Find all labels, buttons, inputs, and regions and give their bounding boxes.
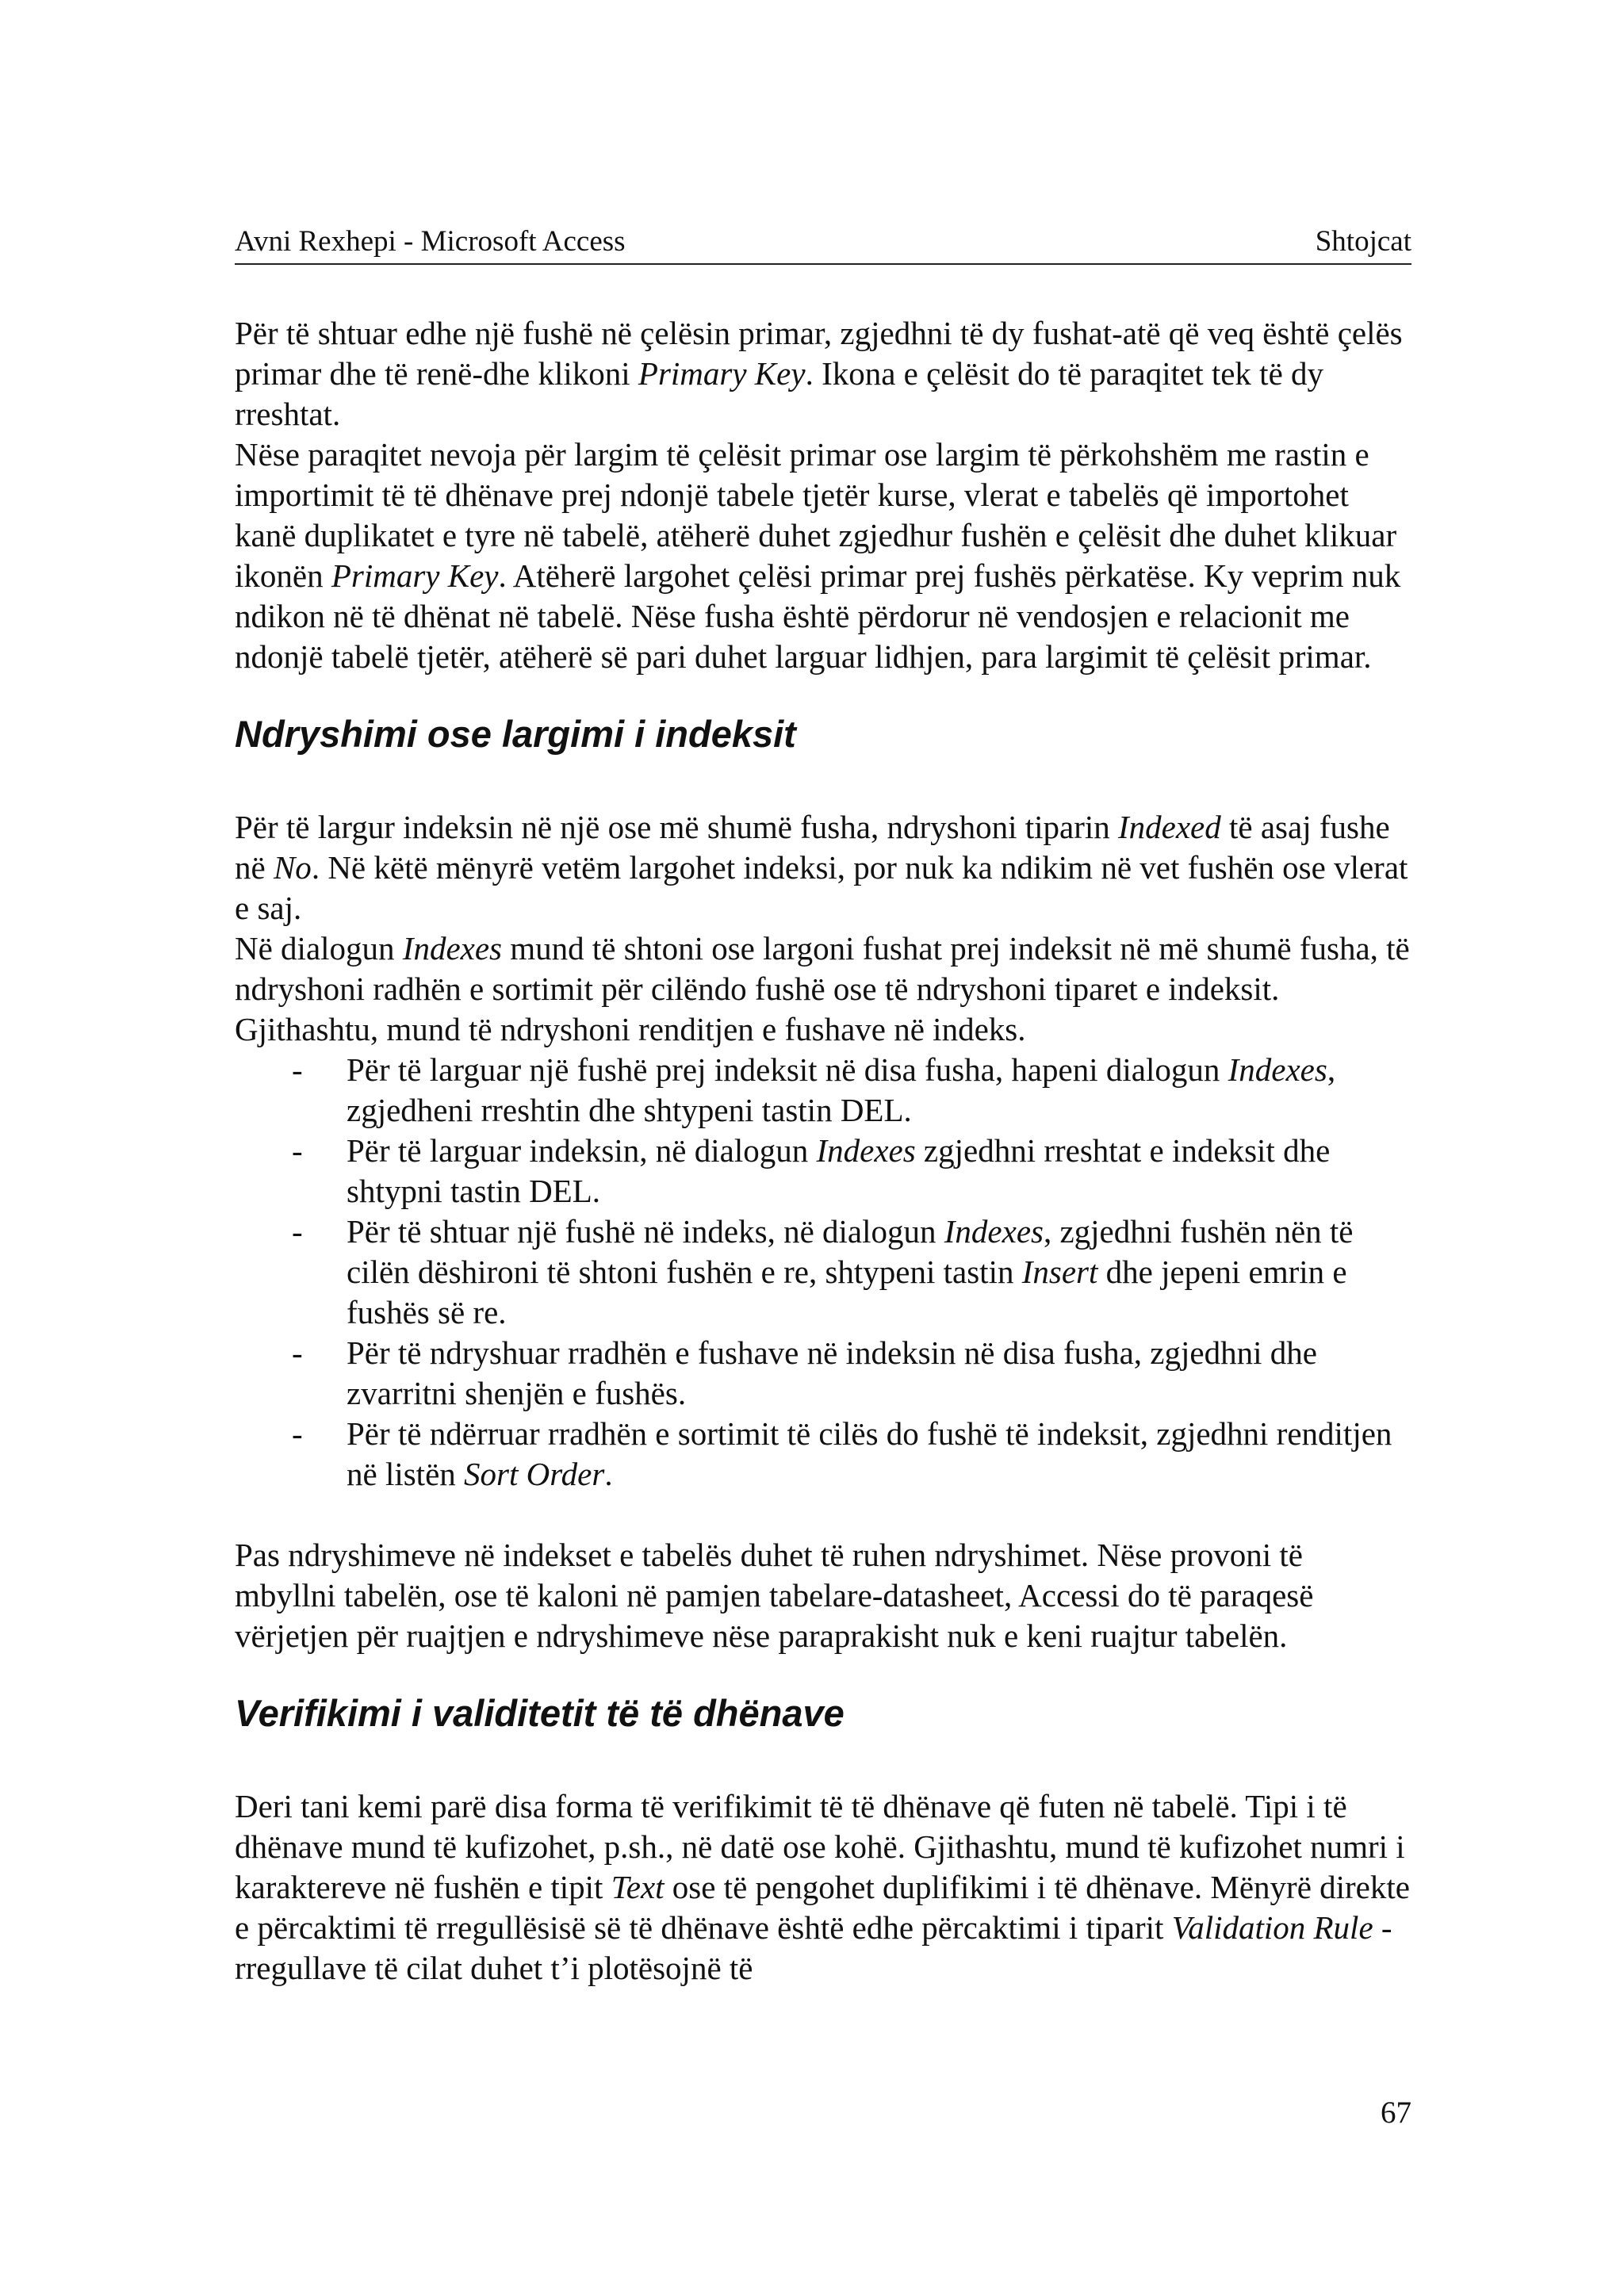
list-item: - Për të ndryshuar rradhën e fushave në indeksin në disa fusha, zgjedhni dhe zvarritni shenjën e fushës.	[292, 1334, 1317, 1411]
dash-list	[235, 1050, 1411, 1495]
list-item: - Për të larguar indeksin, në dialogun Indexes zgjedhni rreshtat e indeksit dhe shtypni tastin DEL.	[292, 1132, 1331, 1209]
paragraph-indexes-dialog: Në dialogun Indexes mund të shtoni ose largoni fushat prej indeksit në më shumë fusha, të ndryshoni radhën e sortimit për cilëndo fushë ose të ndryshoni tiparet e indeksit. Gjithashtu, mund të ndryshoni renditjen e fushave në indeks.	[235, 930, 1410, 1047]
section-heading-validation: Verifikimi i validitetit të të dhënave	[235, 1692, 845, 1734]
page-number: 67	[1381, 2096, 1411, 2130]
heading-block-1	[235, 710, 1411, 760]
list-item: - Për të ndërruar rradhën e sortimit të cilës do fushë të indeksit, zgjedhni renditjen në listën Sort Order.	[292, 1415, 1392, 1492]
running-header	[235, 222, 1411, 265]
header-author-title: Avni Rexhepi - Microsoft Access	[235, 225, 626, 258]
paragraph-index-remove: Për të largur indeksin në një ose më shumë fusha, ndryshoni tiparin Indexed të asaj fushe në No. Në këtë mënyrë vetëm largohet indeksi, por nuk ka ndikim në vet fushën ose vlerat e saj.	[235, 809, 1408, 926]
paragraph-save-changes: Pas ndryshimeve në indekset e tabelës duhet të ruhen ndryshimet. Nëse provoni të mbyllni tabelën, ose të kaloni në pamjen tabelare-datasheet, Accessi do të paraqesë vërjetjen për ruajtjen e ndryshimeve nëse paraprakisht nuk e keni ruajtur tabelën.	[235, 1537, 1314, 1654]
paragraph-validation: Deri tani kemi parë disa forma të verifikimit të të dhënave që futen në tabelë. Tipi i të dhënave mund të kufizohet, p.sh., në datë ose kohë. Gjithashtu, mund të kufizohet numri i karaktereve në fushën e tipit Text ose të pengohet duplifikimi i të dhënave. Mënyrë direkte e përcaktimi të rregullësisë së të dhënave është edhe përcaktimi i tiparit Validation Rule - rregullave të cilat duhet t’i plotësojnë të	[235, 1788, 1410, 1986]
section-heading-index: Ndryshimi ose largimi i indeksit	[235, 713, 796, 755]
list-item: - Për të larguar një fushë prej indeksit në disa fusha, hapeni dialogun Indexes, zgjedheni rreshtin dhe shtypeni tastin DEL.	[292, 1051, 1336, 1128]
heading-block-2	[235, 1690, 1411, 1739]
paragraph-primary-key-add: Për të shtuar edhe një fushë në çelësin primar, zgjedhni të dy fushat-atë që veq është çelës primar dhe të renë-dhe klikoni Primary Key. Ikona e çelësit do të paraqitet tek të dy rreshtat.	[235, 315, 1403, 432]
list-item: - Për të shtuar një fushë në indeks, në dialogun Indexes, zgjedhni fushën nën të cilën dëshironi të shtoni fushën e re, shtypeni tastin Insert dhe jepeni emrin e fushës së re.	[292, 1213, 1354, 1330]
header-section: Shtojcat	[1315, 225, 1411, 258]
body-text	[235, 313, 1411, 1989]
paragraph-primary-key-remove: Nëse paraqitet nevoja për largim të çelësit primar ose largim të përkohshëm me rastin e importimit të të dhënave prej ndonjë tabele tjetër kurse, vlerat e tabelës që importohet kanë duplikatet e tyre në tabelë, atëherë duhet zgjedhur fushën e çelësit dhe duhet klikuar ikonën Primary Key. Atëherë largohet çelësi primar prej fushës përkatëse. Ky veprim nuk ndikon në të dhënat në tabelë. Nëse fusha është përdorur në vendosjen e relacionit me ndonjë tabelë tjetër, atëherë së pari duhet larguar lidhjen, para largimit të çelësit primar.	[235, 436, 1401, 675]
